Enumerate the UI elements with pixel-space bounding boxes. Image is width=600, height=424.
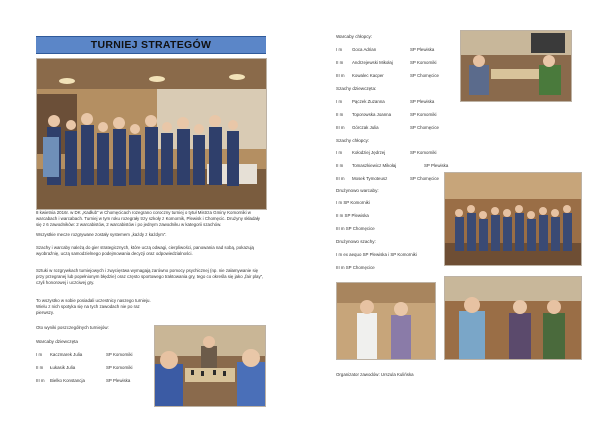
- results-intro: Oto wyniki poszczególnych turniejów:: [36, 325, 109, 330]
- result-name: Toporowska Joanna: [352, 112, 392, 117]
- result-school: SP Chomęcice: [410, 125, 439, 130]
- chess-players-photo: [154, 325, 266, 407]
- result-name: Kowalec Kacper: [352, 73, 384, 78]
- result-school: SP Plewiska: [424, 163, 449, 168]
- result-school: SP Komorniki: [410, 112, 437, 117]
- result-name: Bielko Konstancja: [50, 378, 85, 383]
- results-header-girls-checkers: Warcaby dziewczęta: [36, 339, 78, 344]
- result-school: SP Chomęcice: [410, 176, 439, 181]
- fairplay-paragraph: Sztuki w rozgrywkach turniejowych i zwycięstwa wymagają zarówno pomocy psychicznej (np. nie załamywanie się przy przegranej lub popełnionym błędzie) oraz często sportowego traktowania gry, tego co określa się jako „fair play”, czyli honorowej i uczciwej gry.: [36, 268, 264, 286]
- medal-ceremony-photo: [336, 282, 436, 360]
- result-name: Pączek Zuzanna: [352, 99, 385, 104]
- results-header-boys-chess: Szachy chłopcy:: [336, 138, 370, 143]
- award-handover-photo: [444, 276, 582, 360]
- system-paragraph: Wszystkie mecze rozgrywane zostały systemem „każdy z każdym”.: [36, 232, 167, 237]
- result-name: Kaczmarek Julia: [50, 352, 83, 357]
- participants-paragraph: To wszystko w sobie posiadali uczestnicy naszego turnieju. Wielu z nich spotyka się na tych zawodach nie po raz pierwszy.: [36, 298, 151, 316]
- result-place: II m: [36, 365, 44, 370]
- result-name: Goca Adrian: [352, 47, 377, 52]
- team-result-row: I m SP Komorniki: [336, 200, 370, 205]
- result-place: I m: [336, 99, 343, 104]
- result-school: SP Komorniki: [106, 352, 133, 357]
- result-name: Górczak Julia: [352, 125, 379, 130]
- result-place: I m: [36, 352, 43, 357]
- article-title: TURNIEJ STRATEGÓW: [36, 36, 266, 54]
- result-school: SP Komorniki: [106, 365, 133, 370]
- team-group-photo: [444, 172, 582, 266]
- team-result-row: I m ex aequo SP Plewiska i SP Komorniki: [336, 252, 417, 257]
- result-place: III m: [336, 176, 345, 181]
- result-place: III m: [36, 378, 45, 383]
- chess-match-photo: [460, 30, 572, 102]
- team-checkers-header: Drużynowo warcaby:: [336, 188, 379, 193]
- result-name: Mosek Tymoteusz: [352, 176, 388, 181]
- result-name: Andrzejewski Mikołaj: [352, 60, 393, 65]
- result-place: III m: [336, 73, 345, 78]
- results-header-boys-checkers: Warcaby chłopcy:: [336, 34, 373, 39]
- strategy-paragraph: Szachy i warcaby należą do gier strategicznych, które uczą odwagi, cierpliwości, panowania nad sobą, pokazują wyobraźnię, uczą samodzielnego podejmowania decyzji oraz odpowiedzialności.: [36, 245, 254, 257]
- team-result-row: III m SP Chomęcice: [336, 265, 375, 270]
- team-result-row: II m SP Plewiska: [336, 213, 369, 218]
- result-place: I m: [336, 150, 343, 155]
- result-name: Kołodziej Jędrzej: [352, 150, 386, 155]
- result-place: II m: [336, 60, 344, 65]
- result-place: I m: [336, 47, 343, 52]
- result-school: SP Plewiska: [106, 378, 131, 383]
- results-header-girls-chess: Szachy dziewczęta:: [336, 86, 377, 91]
- team-chess-header: Drużynowo szachy:: [336, 239, 376, 244]
- result-school: SP Komorniki: [410, 150, 437, 155]
- result-name: Tomaszkiewicz Mikołaj: [352, 163, 397, 168]
- result-place: III m: [336, 125, 345, 130]
- result-place: II m: [336, 112, 344, 117]
- result-school: SP Plewiska: [410, 47, 435, 52]
- result-school: SP Chomęcice: [410, 73, 439, 78]
- organizer-credit: Organizator zawodów: Urszula Kulińska: [336, 372, 414, 377]
- result-school: SP Komorniki: [410, 60, 437, 65]
- right-page: [300, 0, 600, 424]
- intro-paragraph: 8 kwietnia 2016r. w DK „Kadłub” w Chomęcicach rozegrano coroczny turniej o tytuł Mistrza Gminy Komorniki w warcabach i warcabach. Turniej w tym roku rozegrały trzy szkoły z Komornik, Plewisk i Chomęcic. Drużyny składały się z 6 zawodników: 2 warcabistów, 2 warcabistów i po jednym zawodniku w kategorii szachów.: [36, 210, 260, 228]
- result-place: II m: [336, 163, 344, 168]
- team-result-row: III m SP Chomęcice: [336, 226, 375, 231]
- result-school: SP Plewiska: [410, 99, 435, 104]
- result-name: Łukasik Julia: [50, 365, 76, 370]
- group-photo: [36, 58, 267, 210]
